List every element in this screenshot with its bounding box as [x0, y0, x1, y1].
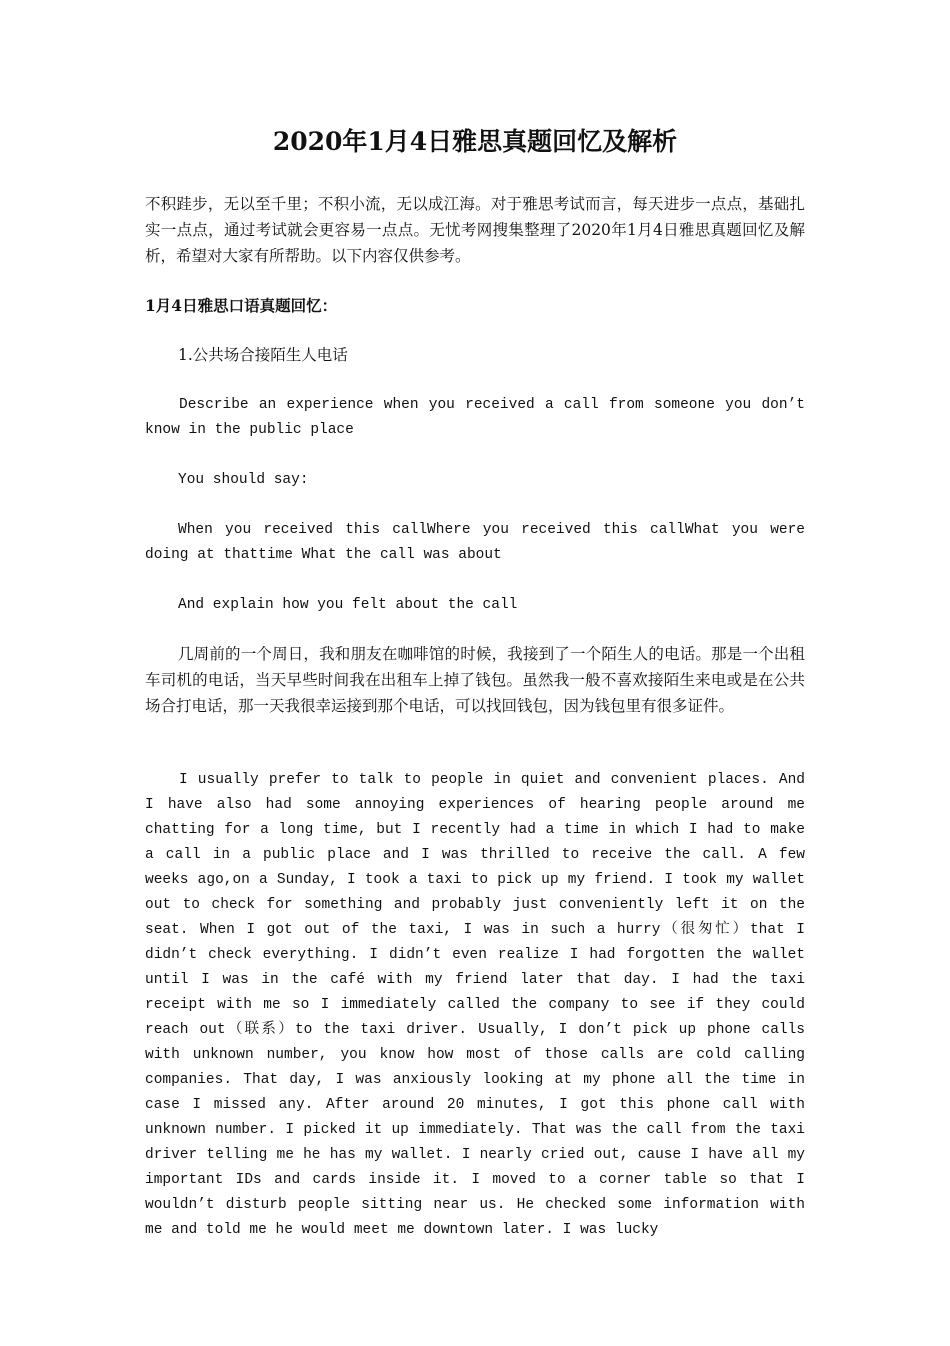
section-heading: 1月4日雅思口语真题回忆： — [145, 296, 338, 315]
chinese-answer-paragraph: 几周前的一个周日，我和朋友在咖啡馆的时候，我接到了一个陌生人的电话。那是一个出租车司机的电话，当天早些时间我在出租车上掉了钱包。虽然我一般不喜欢接陌生来电或是在公共场合打电话，那一天我很幸运接到那个电话，可以找回钱包，因为钱包里有很多证件。 — [145, 645, 805, 715]
you-should-say-label: You should say: — [178, 472, 309, 488]
topic-title: 1.公共场合接陌生人电话 — [178, 346, 348, 364]
cue-points: When you received this callWhere you received this callWhat you were doing at thattime What the call was about — [145, 522, 805, 563]
english-answer-paragraph: I usually prefer to talk to people in quiet and convenient places. And I have also had some annoying experiences of hearing people around me chatting for a long time, but I recently had a time in which I had to make a call in a public place and I was thrilled to receive the call. A few weeks ago,on a Sunday, I took a taxi to pick up my friend. I took my wallet out to check for something and probably just conveniently left it on the seat. When I got out of the taxi, I was in such a hurry（很匆忙）that I didn’t check everything. I didn’t even realize I had forgotten the wallet until I was in the café with my friend later that day. I had the taxi receipt with me so I immediately called the company to see if they could reach out（联系）to the taxi driver. Usually, I don’t pick up phone calls with unknown number, you know how most of those calls are cold calling companies. That day, I was anxiously looking at my phone all the time in case I missed any. After around 20 minutes, I got this phone call with unknown number. I picked it up immediately. That was the call from the taxi driver telling me he has my wallet. I nearly cried out, cause I have all my important IDs and cards inside it. I moved to a corner table so that I wouldn’t disturb people sitting near us. He checked some information with me and told me he would meet me downtown later. I was lucky — [145, 772, 805, 1238]
document-title: 2020年1月4日雅思真题回忆及解析 — [272, 127, 678, 156]
explain-point: And explain how you felt about the call — [178, 597, 518, 613]
intro-paragraph: 不积跬步，无以至千里；不积小流，无以成江海。对于雅思考试而言，每天进步一点点，基础扎实一点点，通过考试就会更容易一点点。无忧考网搜集整理了2020年1月4日雅思真题回忆及解析，希望对大家有所帮助。以下内容仅供参考。 — [145, 195, 805, 265]
cue-card-prompt: Describe an experience when you received a call from someone you don’t know in the public place — [145, 397, 805, 438]
